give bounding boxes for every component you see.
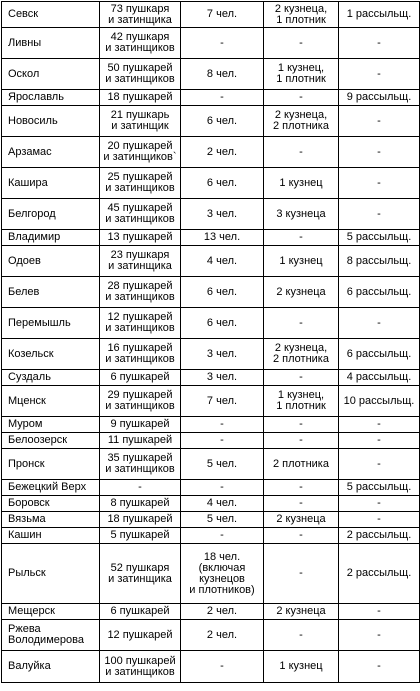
people-cell: 7 чел.	[181, 386, 264, 417]
city-cell: Рыльск	[2, 544, 100, 604]
people-cell: 5 чел.	[181, 512, 264, 528]
table-row	[2, 480, 420, 496]
city-cell: Валуйка	[2, 651, 100, 683]
people-cell: 2 чел.	[181, 604, 264, 620]
table-row	[2, 386, 420, 417]
smiths-cell: -	[264, 28, 339, 59]
city-cell: Боровск	[2, 496, 100, 512]
couriers-cell: 6 рассыльщ.	[339, 277, 420, 308]
people-cell: -	[181, 480, 264, 496]
smiths-cell: -	[264, 528, 339, 544]
city-cell: Белгород	[2, 199, 100, 230]
table-row	[2, 199, 420, 230]
table-row	[2, 339, 420, 370]
smiths-cell: 2 кузнеца	[264, 277, 339, 308]
table-row	[2, 620, 420, 651]
smiths-cell: -	[264, 620, 339, 651]
gunners-cell: 18 пушкарей	[100, 512, 181, 528]
city-cell: Севск	[2, 2, 100, 28]
gunners-cell: 12 пушкарей и затинщиков	[100, 308, 181, 339]
people-cell: -	[181, 417, 264, 433]
smiths-cell: -	[264, 308, 339, 339]
city-cell: Ржева Володимерова	[2, 620, 100, 651]
smiths-cell: 2 плотника	[264, 449, 339, 480]
city-cell: Белоозерск	[2, 433, 100, 449]
gunners-cell: 9 пушкарей	[100, 417, 181, 433]
table-row	[2, 28, 420, 59]
gunners-cell: 28 пушкарей и затинщиков	[100, 277, 181, 308]
smiths-cell: 2 кузнеца, 2 плотника	[264, 106, 339, 137]
city-cell: Перемышль	[2, 308, 100, 339]
couriers-cell: -	[339, 604, 420, 620]
couriers-cell: 9 рассыльщ.	[339, 90, 420, 106]
table-row	[2, 496, 420, 512]
smiths-cell: -	[264, 137, 339, 168]
smiths-cell: 2 кузнеца, 1 плотник	[264, 2, 339, 28]
couriers-cell: -	[339, 168, 420, 199]
gunners-cell: 18 пушкарей	[100, 90, 181, 106]
people-cell: 6 чел.	[181, 106, 264, 137]
people-cell: -	[181, 28, 264, 59]
couriers-cell: -	[339, 496, 420, 512]
table-body	[2, 2, 420, 683]
couriers-cell: -	[339, 433, 420, 449]
smiths-cell: -	[264, 433, 339, 449]
people-cell: 2 чел.	[181, 137, 264, 168]
smiths-cell: -	[264, 496, 339, 512]
city-cell: Суздаль	[2, 370, 100, 386]
people-cell: 4 чел.	[181, 496, 264, 512]
smiths-cell: -	[264, 370, 339, 386]
city-cell: Новосиль	[2, 106, 100, 137]
table-row	[2, 604, 420, 620]
gunners-cell: 21 пушкарь и затинщик	[100, 106, 181, 137]
city-cell: Арзамас	[2, 137, 100, 168]
gunners-cell: 20 пушкарей и затинщиков`	[100, 137, 181, 168]
people-cell: 6 чел.	[181, 168, 264, 199]
gunners-cell: 8 пушкарей	[100, 496, 181, 512]
table-row	[2, 308, 420, 339]
table-row	[2, 2, 420, 28]
couriers-cell: 8 рассыльщ.	[339, 246, 420, 277]
gunners-cell: 25 пушкарей и затинщиков	[100, 168, 181, 199]
city-cell: Оскол	[2, 59, 100, 90]
couriers-cell: -	[339, 199, 420, 230]
city-cell: Пронск	[2, 449, 100, 480]
table-row	[2, 137, 420, 168]
table-row	[2, 417, 420, 433]
city-cell: Ярославль	[2, 90, 100, 106]
table-row	[2, 246, 420, 277]
people-cell: 3 чел.	[181, 339, 264, 370]
smiths-cell: -	[264, 230, 339, 246]
table-row	[2, 449, 420, 480]
couriers-cell: 4 рассыльщ.	[339, 370, 420, 386]
people-cell: 6 чел.	[181, 308, 264, 339]
people-cell: 2 чел.	[181, 620, 264, 651]
couriers-cell: -	[339, 651, 420, 683]
city-cell: Кашира	[2, 168, 100, 199]
table-row	[2, 433, 420, 449]
gunners-cell: 6 пушкарей	[100, 604, 181, 620]
couriers-cell: 2 рассыльщ.	[339, 528, 420, 544]
gunners-cell: 6 пушкарей	[100, 370, 181, 386]
smiths-cell: -	[264, 90, 339, 106]
gunners-cell: 45 пушкарей и затинщиков	[100, 199, 181, 230]
smiths-cell: 1 кузнец, 1 плотник	[264, 59, 339, 90]
couriers-cell: 5 рассыльщ.	[339, 480, 420, 496]
couriers-cell: -	[339, 59, 420, 90]
table-row	[2, 230, 420, 246]
table-row	[2, 370, 420, 386]
smiths-cell: 3 кузнеца	[264, 199, 339, 230]
table-row	[2, 277, 420, 308]
city-cell: Вязьма	[2, 512, 100, 528]
people-cell: 5 чел.	[181, 449, 264, 480]
gunners-cell: 23 пушкаря и затинщика	[100, 246, 181, 277]
gunners-cell: 100 пушкарей и затинщиков	[100, 651, 181, 683]
people-cell: 18 чел. (включая кузнецов и плотников)	[181, 544, 264, 604]
city-cell: Козельск	[2, 339, 100, 370]
smiths-cell: 1 кузнец	[264, 651, 339, 683]
people-cell: 7 чел.	[181, 2, 264, 28]
gunners-cell: 5 пушкарей	[100, 528, 181, 544]
couriers-cell: -	[339, 137, 420, 168]
people-cell: 3 чел.	[181, 370, 264, 386]
smiths-cell: 2 кузнеца	[264, 512, 339, 528]
table-row	[2, 168, 420, 199]
table-row	[2, 528, 420, 544]
city-cell: Владимир	[2, 230, 100, 246]
table-row	[2, 90, 420, 106]
table-row	[2, 512, 420, 528]
gunners-cell: 35 пушкарей и затинщиков	[100, 449, 181, 480]
gunners-cell: 73 пушкаря и затинщика	[100, 2, 181, 28]
garrison-table	[1, 1, 420, 683]
table-row	[2, 544, 420, 604]
couriers-cell: -	[339, 620, 420, 651]
city-cell: Мещерск	[2, 604, 100, 620]
couriers-cell: -	[339, 512, 420, 528]
smiths-cell: 1 кузнец	[264, 168, 339, 199]
gunners-cell: 52 пушкаря и затинщика	[100, 544, 181, 604]
people-cell: -	[181, 433, 264, 449]
gunners-cell: 42 пушкаря и затинщиков	[100, 28, 181, 59]
people-cell: 4 чел.	[181, 246, 264, 277]
couriers-cell: 5 рассыльщ.	[339, 230, 420, 246]
table-row	[2, 106, 420, 137]
couriers-cell: -	[339, 417, 420, 433]
people-cell: -	[181, 651, 264, 683]
smiths-cell: 2 кузнеца, 2 плотника	[264, 339, 339, 370]
people-cell: 13 чел.	[181, 230, 264, 246]
smiths-cell: -	[264, 480, 339, 496]
couriers-cell: -	[339, 106, 420, 137]
couriers-cell: 6 рассыльщ.	[339, 339, 420, 370]
couriers-cell: -	[339, 449, 420, 480]
gunners-cell: 12 пушкарей	[100, 620, 181, 651]
people-cell: -	[181, 90, 264, 106]
people-cell: 3 чел.	[181, 199, 264, 230]
couriers-cell: 2 рассыльщ.	[339, 544, 420, 604]
city-cell: Кашин	[2, 528, 100, 544]
people-cell: -	[181, 528, 264, 544]
couriers-cell: 1 рассыльщ.	[339, 2, 420, 28]
city-cell: Муром	[2, 417, 100, 433]
city-cell: Белев	[2, 277, 100, 308]
couriers-cell: -	[339, 28, 420, 59]
gunners-cell: 50 пушкарей и затинщиков	[100, 59, 181, 90]
people-cell: 8 чел.	[181, 59, 264, 90]
couriers-cell: -	[339, 308, 420, 339]
gunners-cell: 11 пушкарей	[100, 433, 181, 449]
smiths-cell: 1 кузнец, 1 плотник	[264, 386, 339, 417]
city-cell: Мценск	[2, 386, 100, 417]
city-cell: Бежецкий Верх	[2, 480, 100, 496]
city-cell: Ливны	[2, 28, 100, 59]
gunners-cell: -	[100, 480, 181, 496]
smiths-cell: 2 кузнеца	[264, 604, 339, 620]
gunners-cell: 29 пушкарей и затинщиков	[100, 386, 181, 417]
couriers-cell: 10 рассыльщ.	[339, 386, 420, 417]
gunners-cell: 13 пушкарей	[100, 230, 181, 246]
people-cell: 6 чел.	[181, 277, 264, 308]
smiths-cell: -	[264, 417, 339, 433]
city-cell: Одоев	[2, 246, 100, 277]
smiths-cell: 1 кузнец	[264, 246, 339, 277]
table-row	[2, 651, 420, 683]
smiths-cell: -	[264, 544, 339, 604]
gunners-cell: 16 пушкарей и затинщиков	[100, 339, 181, 370]
table-row	[2, 59, 420, 90]
